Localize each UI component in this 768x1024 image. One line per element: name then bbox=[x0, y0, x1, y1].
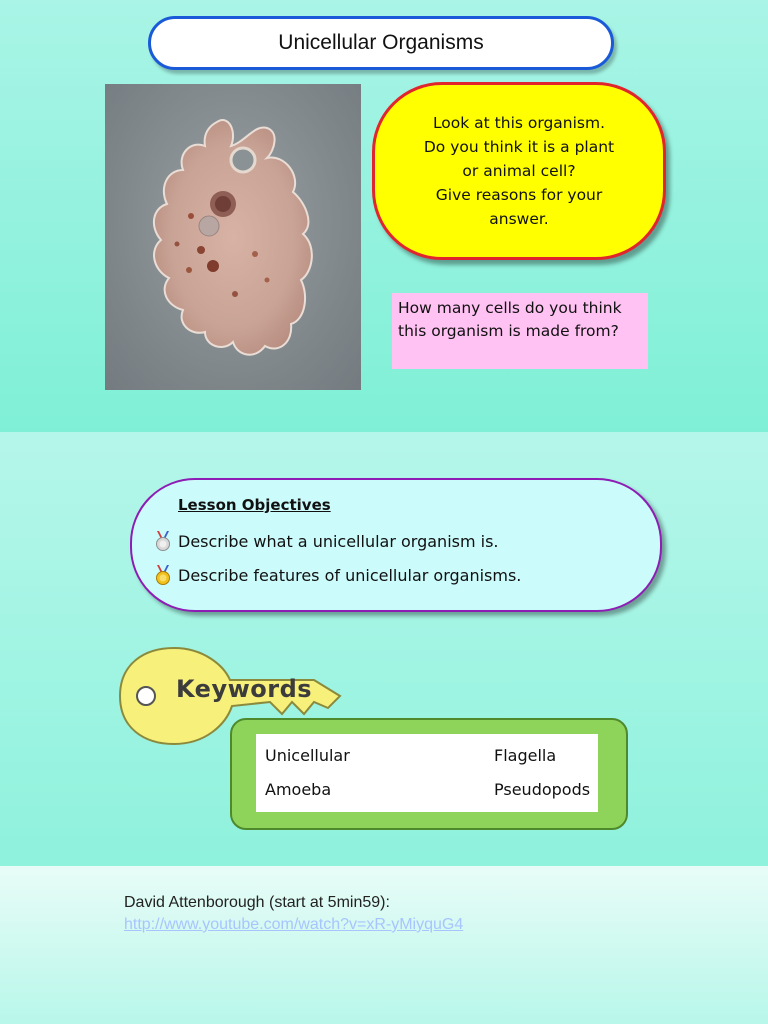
slide-video bbox=[0, 866, 768, 1024]
lesson-objectives-panel bbox=[130, 478, 662, 612]
objectives-title: Lesson Objectives bbox=[178, 496, 331, 514]
keywords-list bbox=[256, 734, 598, 812]
gold-medal-icon bbox=[152, 564, 174, 586]
amoeba-illustration bbox=[105, 84, 361, 390]
keywords-title: Keywords bbox=[176, 675, 313, 703]
slide-intro bbox=[0, 0, 768, 432]
objective-text: Describe features of unicellular organisms. bbox=[178, 565, 522, 585]
video-caption: David Attenborough (start at 5min59): bbox=[124, 894, 390, 911]
silver-medal-icon bbox=[152, 530, 174, 552]
keyword: Pseudopods bbox=[494, 780, 591, 799]
keyword: Flagella bbox=[494, 746, 557, 765]
slide-objectives bbox=[0, 432, 768, 866]
objective-text: Describe what a unicellular organism is. bbox=[178, 531, 499, 551]
objective-item bbox=[152, 564, 521, 586]
youtube-link[interactable]: http://www.youtube.com/watch?v=xR-yMiyquG4 bbox=[124, 916, 464, 933]
slide-title: Unicellular Organisms bbox=[148, 16, 614, 70]
question-line: or animal cell? bbox=[462, 162, 576, 180]
question-line: Give reasons for your bbox=[435, 186, 603, 204]
question-line: answer. bbox=[489, 210, 549, 228]
keyword: Amoeba bbox=[265, 780, 332, 799]
question-oval bbox=[372, 82, 666, 260]
amoeba-photo bbox=[105, 84, 361, 390]
cells-question-box: How many cells do you think this organism is made from? bbox=[392, 293, 648, 369]
keywords-panel bbox=[230, 718, 628, 830]
keyword: Unicellular bbox=[265, 746, 350, 765]
objective-item bbox=[152, 530, 499, 552]
question-line: Do you think it is a plant bbox=[423, 138, 615, 156]
question-line: Look at this organism. bbox=[432, 114, 606, 132]
